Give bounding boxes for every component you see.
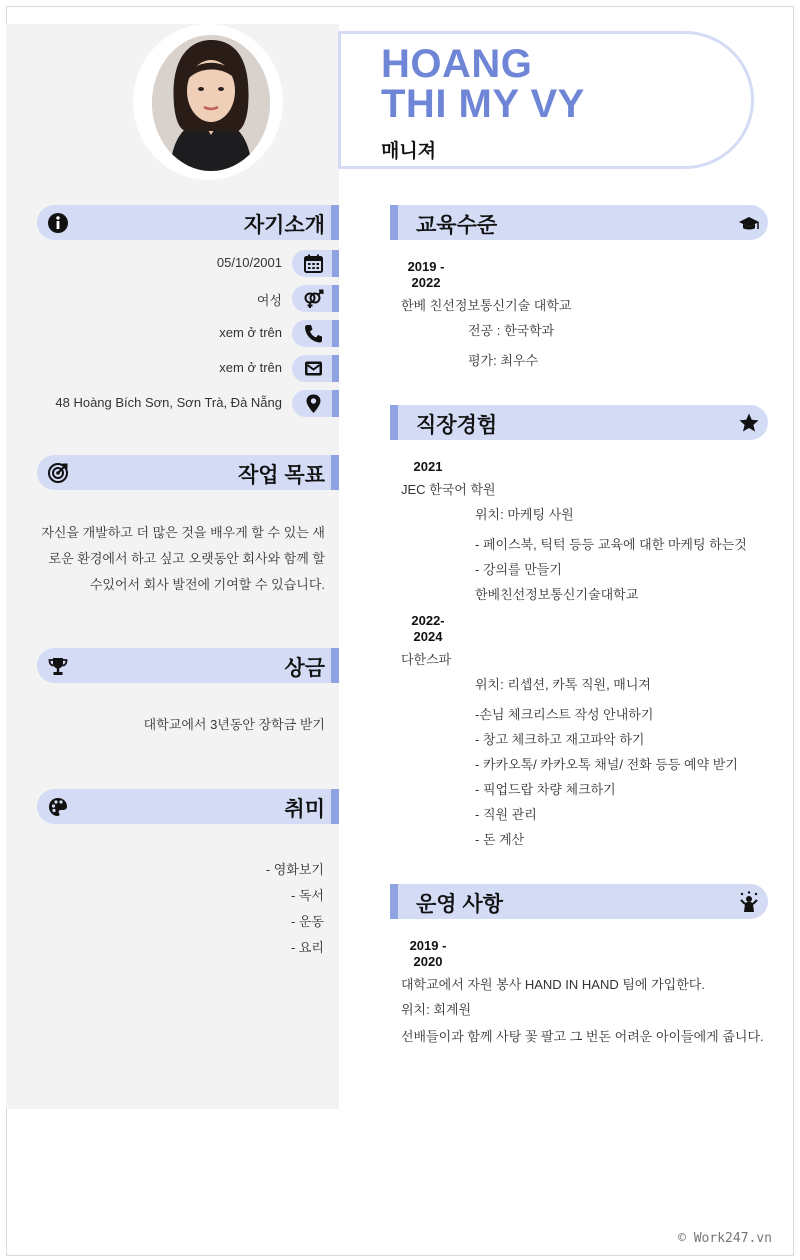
phone-value: xem ở trên — [219, 325, 282, 340]
email-pill — [292, 355, 339, 382]
job-detail: - 카카오톡/ 카카오톡 채널/ 전화 등등 예약 받기 — [475, 757, 738, 772]
profile-title: 자기소개 — [243, 214, 325, 237]
job-detail: - 픽업드랍 차량 체크하기 — [475, 782, 616, 797]
envelope-icon — [303, 358, 324, 379]
profile-photo — [152, 35, 270, 171]
profile-section-header — [37, 205, 339, 240]
gender-row — [40, 285, 339, 312]
address-value: 48 Hoàng Bích Sơn, Sơn Trà, Đà Nẵng — [55, 395, 282, 410]
celebrate-icon — [738, 891, 760, 913]
info-icon — [47, 212, 69, 234]
job-company: 다한스파 — [401, 652, 452, 667]
hobby-item: - 영화보기 — [265, 862, 324, 877]
name-banner — [338, 31, 754, 169]
phone-row — [40, 320, 339, 347]
hobby-item: - 요리 — [290, 940, 324, 955]
hobbies-section-header — [37, 789, 339, 824]
calendar-icon — [303, 253, 324, 274]
phone-pill — [292, 320, 339, 347]
job-position: 위치: 마케팅 사원 — [475, 507, 574, 522]
trophy-icon — [47, 655, 69, 677]
education-grade: 평가: 최우수 — [468, 353, 539, 368]
gender-value: 여성 — [256, 293, 282, 308]
awards-section-header — [37, 648, 339, 683]
palette-icon — [47, 796, 69, 818]
email-row — [40, 355, 339, 382]
gender-icon — [303, 288, 324, 309]
education-school: 한베 친선정보통신기술 대학교 — [401, 298, 572, 313]
address-row — [40, 390, 339, 417]
location-pin-icon — [303, 393, 324, 414]
job-detail: - 직원 관리 — [475, 807, 537, 822]
full-name-line-1: HOANG — [381, 42, 533, 86]
activities-section-header — [390, 884, 768, 919]
birthday-row — [40, 250, 339, 277]
job-detail: - 페이스북, 틱턱 등등 교육에 대한 마케팅 하는것 — [475, 537, 747, 552]
birthday-pill — [292, 250, 339, 277]
hobby-item: - 운동 — [290, 914, 324, 929]
job-title: 매니져 — [381, 141, 437, 162]
experience-section-header — [390, 405, 768, 440]
activity-line: 대학교에서 자원 봉사 HAND IN HAND 팀에 가입한다. — [401, 977, 705, 992]
job-year: 2022- 2024 — [411, 613, 445, 644]
job-detail: - 강의를 만들기 — [475, 562, 562, 577]
job-detail: - 돈 계산 — [475, 832, 525, 847]
job-detail: 한베친선정보통신기술대학교 — [475, 587, 639, 602]
activity-year: 2019 - 2020 — [409, 938, 447, 969]
email-value: xem ở trên — [219, 360, 282, 375]
graduation-cap-icon — [738, 212, 760, 234]
birthday-value: 05/10/2001 — [216, 255, 282, 270]
hobbies-title: 취미 — [284, 798, 325, 821]
activities-title: 운영 사항 — [416, 893, 503, 916]
address-pill — [292, 390, 339, 417]
education-major: 전공 : 한국학과 — [468, 323, 555, 338]
education-year: 2019 - 2022 — [407, 259, 445, 290]
job-company: JEC 한국어 학원 — [401, 482, 496, 497]
activity-description: 선배들이과 함께 사탕 꽃 팔고 그 번돈 어려운 아이들에게 줍니다. — [401, 1029, 764, 1044]
awards-title: 상금 — [284, 657, 325, 680]
objective-title: 작업 목표 — [238, 464, 325, 487]
full-name-line-2: THI MY VY — [381, 82, 585, 126]
objective-section-header — [37, 455, 339, 490]
education-title: 교육수준 — [416, 214, 498, 237]
job-year: 2021 — [413, 459, 443, 474]
awards-text: 대학교에서 3년동안 장학금 받기 — [143, 717, 325, 732]
job-position: 위치: 리셉션, 카톡 직원, 매니져 — [475, 677, 651, 692]
gender-pill — [292, 285, 339, 312]
activity-role: 위치: 회계원 — [401, 1002, 472, 1017]
target-icon — [47, 462, 69, 484]
education-section-header — [390, 205, 768, 240]
experience-title: 직장경험 — [416, 414, 498, 437]
footer-watermark: © Work247.vn — [678, 1231, 772, 1246]
star-icon — [738, 412, 760, 434]
objective-text: 자신을 개발하고 더 많은 것을 배우게 할 수 있는 새로운 환경에서 하고 싶고 오랫동안 회사와 함께 할 수있어서 회사 발전에 기여할 수 있습니다. — [41, 525, 325, 592]
hobby-item: - 독서 — [290, 888, 324, 903]
job-detail: - 창고 체크하고 재고파악 하기 — [475, 732, 645, 747]
job-detail: -손님 체크리스트 작성 안내하기 — [475, 707, 654, 722]
phone-icon — [303, 323, 324, 344]
